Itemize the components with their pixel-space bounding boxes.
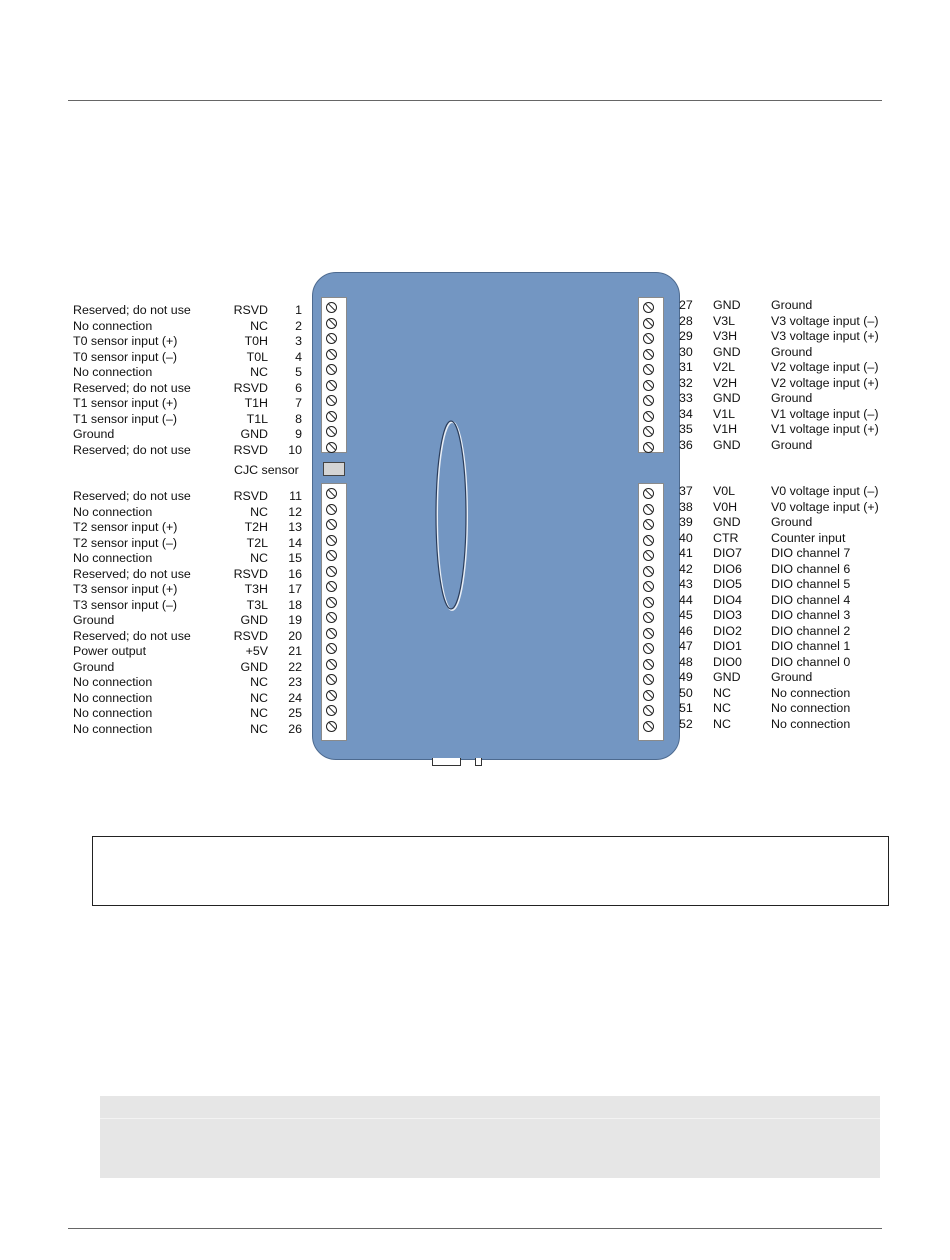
screw-terminal-19 — [326, 612, 337, 623]
screw-terminal-34 — [643, 411, 654, 422]
screw-terminal-11 — [326, 488, 337, 499]
screw-terminal-49 — [643, 674, 654, 685]
pin-18-signal: T3L — [246, 597, 268, 612]
pin-29-description: V3 voltage input (+) — [771, 329, 879, 343]
pin-4-description: T0 sensor input (–) — [73, 349, 177, 364]
pin-46-signal: DIO2 — [713, 623, 742, 638]
pin-10-signal: RSVD — [233, 442, 268, 457]
pin-23-number: 23 — [288, 675, 302, 689]
screw-terminal-14 — [326, 535, 337, 546]
pin-4-signal: T0L — [246, 349, 268, 364]
shaded-table-band — [100, 1096, 880, 1178]
pin-39-description: Ground — [771, 515, 813, 529]
pin-39-number: 39 — [679, 515, 693, 529]
pin-10-number: 10 — [288, 442, 302, 457]
pin-8-signal: T1L — [246, 411, 268, 426]
pin-23-signal: NC — [250, 675, 268, 689]
pin-41-description: DIO channel 7 — [771, 546, 851, 560]
pin-25-description: No connection — [73, 706, 153, 720]
pin-33-signal: GND — [713, 391, 741, 405]
pin-43-number: 43 — [679, 577, 693, 591]
pin-43-description: DIO channel 5 — [771, 577, 851, 591]
pin-17-description: T3 sensor input (+) — [73, 582, 178, 596]
pin-38-signal: V0H — [713, 499, 738, 514]
pin-40-signal: CTR — [713, 530, 739, 545]
pin-41-number: 41 — [679, 546, 693, 560]
pin-8-description: T1 sensor input (–) — [73, 411, 177, 426]
pin-20-number: 20 — [288, 628, 302, 643]
screw-terminal-32 — [643, 380, 654, 391]
pin-9-number: 9 — [295, 427, 302, 441]
screw-terminal-23 — [326, 674, 337, 685]
pin-11-number: 11 — [289, 489, 302, 503]
pin-24-signal: NC — [250, 690, 268, 705]
screw-terminal-42 — [643, 566, 654, 577]
pin-11-description: Reserved; do not use — [73, 489, 191, 503]
pin-40-description: Counter input — [771, 530, 846, 545]
pin-20-description: Reserved; do not use — [73, 628, 191, 643]
bottom-rule — [68, 1228, 882, 1229]
pin-44-number: 44 — [679, 592, 693, 607]
pin-18-description: T3 sensor input (–) — [73, 597, 177, 612]
pin-15-description: No connection — [73, 551, 153, 565]
screw-terminal-36 — [643, 442, 654, 453]
pin-49-number: 49 — [679, 670, 693, 684]
screw-terminal-7 — [326, 395, 337, 406]
pin-49-description: Ground — [771, 670, 813, 684]
pin-30-description: Ground — [771, 344, 813, 359]
pin-51-signal: NC — [713, 701, 731, 715]
screw-terminal-12 — [326, 504, 337, 515]
pin-7-signal: T1H — [244, 396, 268, 410]
pin-52-number: 52 — [679, 716, 693, 731]
pin-32-number: 32 — [679, 375, 693, 390]
pin-35-signal: V1H — [713, 422, 738, 436]
screw-terminal-15 — [326, 550, 337, 561]
pin-18-number: 18 — [288, 597, 302, 612]
pin-51-number: 51 — [679, 701, 693, 715]
screw-terminal-5 — [326, 364, 337, 375]
pin-12-signal: NC — [250, 504, 268, 519]
pin-32-description: V2 voltage input (+) — [771, 375, 879, 390]
pin-43-signal: DIO5 — [713, 577, 742, 591]
screw-terminal-38 — [643, 504, 654, 515]
screw-terminal-17 — [326, 581, 337, 592]
pin-3-description: T0 sensor input (+) — [73, 334, 178, 348]
pin-37-number: 37 — [679, 484, 693, 498]
pin-17-number: 17 — [288, 582, 302, 596]
screw-terminal-35 — [643, 426, 654, 437]
pin-42-signal: DIO6 — [713, 561, 742, 576]
usb-connector-tab — [475, 758, 482, 766]
screw-terminal-51 — [643, 705, 654, 716]
pin-14-number: 14 — [288, 535, 302, 550]
pin-16-signal: RSVD — [233, 566, 268, 581]
pin-24-description: No connection — [73, 690, 153, 705]
screw-terminal-3 — [326, 333, 337, 344]
screw-terminal-22 — [326, 659, 337, 670]
pin-28-number: 28 — [679, 313, 693, 328]
pin-30-signal: GND — [713, 344, 741, 359]
pin-46-number: 46 — [679, 623, 693, 638]
pin-19-signal: GND — [240, 613, 268, 627]
screw-terminal-28 — [643, 318, 654, 329]
top-rule — [68, 100, 882, 101]
pin-5-signal: NC — [250, 365, 268, 379]
pin-14-signal: T2L — [246, 535, 268, 550]
pin-5-description: No connection — [73, 365, 153, 379]
pin-7-number: 7 — [295, 396, 302, 410]
pin-16-description: Reserved; do not use — [73, 566, 191, 581]
pin-49-signal: GND — [713, 670, 741, 684]
pin-21-signal: +5V — [245, 644, 268, 658]
pin-8-number: 8 — [295, 411, 302, 426]
pin-26-signal: NC — [250, 721, 268, 736]
pin-46-description: DIO channel 2 — [771, 623, 851, 638]
pin-29-number: 29 — [679, 329, 693, 343]
pin-13-description: T2 sensor input (+) — [73, 520, 178, 534]
cjc-sensor-label: CJC sensor — [234, 463, 299, 477]
pin-9-description: Ground — [73, 427, 115, 441]
screw-terminal-21 — [326, 643, 337, 654]
pin-21-description: Power output — [73, 644, 147, 658]
pin-32-signal: V2H — [713, 375, 738, 390]
pin-31-signal: V2L — [713, 360, 736, 374]
pin-19-description: Ground — [73, 613, 115, 627]
pin-6-signal: RSVD — [233, 380, 268, 395]
pin-34-description: V1 voltage input (–) — [771, 406, 879, 421]
screw-terminal-45 — [643, 612, 654, 623]
pin-44-signal: DIO4 — [713, 592, 742, 607]
pin-23-description: No connection — [73, 675, 153, 689]
pin-13-number: 13 — [288, 520, 302, 534]
pin-52-description: No connection — [771, 716, 851, 731]
screw-terminal-52 — [643, 721, 654, 732]
pin-26-description: No connection — [73, 721, 153, 736]
pin-31-description: V2 voltage input (–) — [771, 360, 879, 374]
screw-terminal-13 — [326, 519, 337, 530]
screw-terminal-1 — [326, 302, 337, 313]
screw-terminal-31 — [643, 364, 654, 375]
screw-terminal-26 — [326, 721, 337, 732]
usb-connector — [432, 758, 461, 766]
pin-30-number: 30 — [679, 344, 693, 359]
pin-50-number: 50 — [679, 685, 693, 700]
pin-14-description: T2 sensor input (–) — [73, 535, 177, 550]
screw-terminal-10 — [326, 442, 337, 453]
screw-terminal-2 — [326, 318, 337, 329]
pin-22-number: 22 — [288, 659, 302, 674]
screw-terminal-33 — [643, 395, 654, 406]
pin-50-signal: NC — [713, 685, 731, 700]
cjc-sensor — [323, 462, 345, 476]
device-body — [312, 272, 680, 760]
screw-terminal-43 — [643, 581, 654, 592]
pin-17-signal: T3H — [244, 582, 268, 596]
screw-terminal-41 — [643, 550, 654, 561]
pin-22-signal: GND — [240, 659, 268, 674]
pin-5-number: 5 — [295, 365, 302, 379]
pin-11-signal: RSVD — [233, 489, 268, 503]
pin-3-signal: T0H — [244, 334, 268, 348]
screw-terminal-30 — [643, 349, 654, 360]
pin-12-description: No connection — [73, 504, 153, 519]
pin-25-signal: NC — [250, 706, 268, 720]
pin-10-description: Reserved; do not use — [73, 442, 191, 457]
pin-28-description: V3 voltage input (–) — [771, 313, 879, 328]
pin-28-signal: V3L — [713, 313, 736, 328]
pin-34-number: 34 — [679, 406, 693, 421]
screw-terminal-40 — [643, 535, 654, 546]
pin-33-number: 33 — [679, 391, 693, 405]
pin-1-signal: RSVD — [233, 303, 268, 317]
pin-1-description: Reserved; do not use — [73, 303, 191, 317]
screw-terminal-47 — [643, 643, 654, 654]
pin-52-signal: NC — [713, 716, 731, 731]
pin-45-number: 45 — [679, 608, 693, 622]
pin-38-number: 38 — [679, 499, 693, 514]
pin-7-description: T1 sensor input (+) — [73, 396, 178, 410]
pin-27-description: Ground — [771, 298, 813, 312]
pin-42-number: 42 — [679, 561, 693, 576]
screw-terminal-29 — [643, 333, 654, 344]
screw-terminal-20 — [326, 628, 337, 639]
screw-terminal-4 — [326, 349, 337, 360]
pin-39-signal: GND — [713, 515, 741, 529]
screw-terminal-27 — [643, 302, 654, 313]
screw-terminal-46 — [643, 628, 654, 639]
pin-37-signal: V0L — [713, 484, 736, 498]
screw-terminal-25 — [326, 705, 337, 716]
pin-15-signal: NC — [250, 551, 268, 565]
pin-25-number: 25 — [288, 706, 302, 720]
pin-48-description: DIO channel 0 — [771, 654, 851, 669]
pin-33-description: Ground — [771, 391, 813, 405]
pin-4-number: 4 — [295, 349, 302, 364]
pin-1-number: 1 — [295, 303, 302, 317]
pin-15-number: 15 — [288, 551, 302, 565]
screw-terminal-9 — [326, 426, 337, 437]
terminal-strip-right-top — [638, 297, 664, 453]
pin-26-number: 26 — [288, 721, 302, 736]
pin-22-description: Ground — [73, 659, 115, 674]
pin-36-signal: GND — [713, 437, 741, 452]
pin-51-description: No connection — [771, 701, 851, 715]
pin-19-number: 19 — [288, 613, 302, 627]
pin-47-description: DIO channel 1 — [771, 639, 851, 653]
pin-47-signal: DIO1 — [713, 639, 742, 653]
screw-terminal-44 — [643, 597, 654, 608]
pin-21-number: 21 — [288, 644, 302, 658]
pin-35-number: 35 — [679, 422, 693, 436]
pin-31-number: 31 — [679, 360, 693, 374]
pin-2-description: No connection — [73, 318, 153, 333]
screw-terminal-48 — [643, 659, 654, 670]
pin-48-signal: DIO0 — [713, 654, 742, 669]
pin-27-number: 27 — [679, 298, 693, 312]
pin-29-signal: V3H — [713, 329, 738, 343]
screw-terminal-24 — [326, 690, 337, 701]
pin-45-description: DIO channel 3 — [771, 608, 851, 622]
screw-terminal-50 — [643, 690, 654, 701]
pin-44-description: DIO channel 4 — [771, 592, 851, 607]
pin-50-description: No connection — [771, 685, 851, 700]
pin-34-signal: V1L — [713, 406, 736, 421]
pin-20-signal: RSVD — [233, 628, 268, 643]
pin-12-number: 12 — [288, 504, 302, 519]
pin-42-description: DIO channel 6 — [771, 561, 851, 576]
pin-45-signal: DIO3 — [713, 608, 742, 622]
pin-27-signal: GND — [713, 298, 741, 312]
pin-35-description: V1 voltage input (+) — [771, 422, 879, 436]
pin-47-number: 47 — [679, 639, 693, 653]
pin-48-number: 48 — [679, 654, 693, 669]
pin-2-signal: NC — [250, 318, 268, 333]
pin-6-description: Reserved; do not use — [73, 380, 191, 395]
pin-24-number: 24 — [288, 690, 302, 705]
pin-3-number: 3 — [295, 334, 302, 348]
pin-36-number: 36 — [679, 437, 693, 452]
screw-terminal-8 — [326, 411, 337, 422]
pin-36-description: Ground — [771, 437, 813, 452]
screw-terminal-18 — [326, 597, 337, 608]
note-box — [92, 836, 889, 906]
pin-40-number: 40 — [679, 530, 693, 545]
pin-13-signal: T2H — [244, 520, 268, 534]
screw-terminal-16 — [326, 566, 337, 577]
terminal-strip-right-bottom — [638, 483, 664, 741]
pin-9-signal: GND — [240, 427, 268, 441]
pin-41-signal: DIO7 — [713, 546, 742, 560]
terminal-strip-left-bottom — [321, 483, 347, 741]
terminal-strip-left-top — [321, 297, 347, 453]
screw-terminal-39 — [643, 519, 654, 530]
pin-37-description: V0 voltage input (–) — [771, 484, 879, 498]
screw-terminal-37 — [643, 488, 654, 499]
pin-16-number: 16 — [288, 566, 302, 581]
pin-2-number: 2 — [295, 318, 302, 333]
pin-38-description: V0 voltage input (+) — [771, 499, 879, 514]
screw-terminal-6 — [326, 380, 337, 391]
pin-6-number: 6 — [295, 380, 302, 395]
